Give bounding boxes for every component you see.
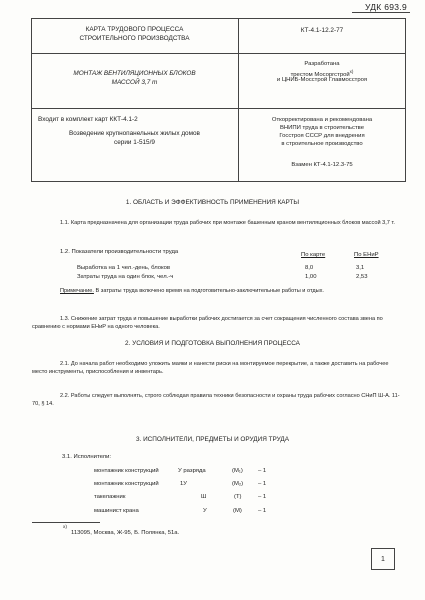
section1-p1: 1.1. Карта предназначена для организации труда рабочих при монтаже башенным краном вентиляционных блоков массой 3,7 т. [60, 220, 395, 226]
section1-note [32, 287, 402, 295]
worker3-grade: Ш [201, 494, 207, 500]
row2-label: Затраты труда на один блок, чел.-ч [77, 274, 174, 280]
udk-underline [352, 12, 410, 13]
set-note-line1: Возведение крупнопанельных жилых домов [69, 130, 200, 137]
worker3-count: – 1 [258, 494, 267, 500]
worker4-role: машинист крана [94, 508, 139, 514]
page-number: 1 [381, 555, 385, 563]
footnote-text: 113095, Москва, Ж-95, Б. Полянка, 51а. [71, 530, 180, 536]
developer-line3: и ЦНИБ-Мосстрой Главмосстроя [276, 77, 368, 83]
worker3-role: такелажник [94, 494, 126, 500]
row2-norm: 2,53 [356, 274, 368, 280]
worker1-role: монтажник конструкций [94, 468, 159, 474]
footnote-ref: x) [349, 69, 354, 74]
header-divider-1 [31, 53, 405, 54]
worker4-count: – 1 [258, 508, 267, 514]
subject-line1: МОНТАЖ ВЕНТИЛЯЦИОННЫХ БЛОКОВ [73, 70, 196, 77]
developer-line1: Разработана [304, 61, 340, 67]
col-header-norm: По ЕНиР [354, 252, 379, 258]
section3-title: 3. ИСПОЛНИТЕЛИ, ПРЕДМЕТЫ И ОРУДИЯ ТРУДА [135, 436, 289, 443]
set-note-line2: серии 1-515/9 [114, 139, 155, 146]
note-label: Примечание. [60, 288, 94, 294]
header-divider-2 [31, 108, 405, 109]
row1-norm: 3,1 [356, 265, 365, 271]
subject-line2: МАССОЙ 3,7 т [111, 79, 158, 86]
section3-p1: 3.1. Исполнители: [62, 454, 112, 460]
section2-p1: 2.1. До начала работ необходимо уложить маяки и нанести риски на монтируемое перекрытие, а также доставить на рабочее место инструменты, приспособления и инвентарь. [32, 361, 389, 376]
note-text: В затраты труда включено время на подготовительно-заключительные работы и отдых. [95, 288, 324, 294]
header-divider-vertical [238, 18, 239, 181]
replaces-line: Взамен КТ-4.1-12.3-75 [291, 162, 353, 168]
worker2-grade: 1У [180, 481, 188, 487]
productivity-label: 1.2. Показатели производительности труда [60, 249, 179, 255]
worker1-code: (М₁) [232, 468, 243, 474]
approved-line1: Откорректирована и рекомендована [271, 117, 373, 123]
approved-line2: ВНИПИ труда в строительстве [280, 125, 364, 131]
page-number-box [371, 548, 395, 570]
worker4-grade: У [203, 508, 207, 514]
udk-code: УДК 693.9 [364, 2, 407, 12]
footnote-mark: x) [63, 525, 67, 530]
card-type-line1: КАРТА ТРУДОВОГО ПРОЦЕССА [85, 26, 184, 33]
developer-line2: трестом Мосоргстрой$^{x)}$ [290, 69, 354, 78]
row1-card: 8,0 [305, 265, 314, 271]
col-header-card: По карте [301, 252, 326, 258]
row1-label: Выработка на 1 чел.-день, блоков [77, 265, 171, 271]
worker1-grade: У разряда [178, 468, 206, 474]
card-number: КТ-4.1-12.2-77 [300, 27, 344, 34]
set-line: Входит в комплект карт ККТ-4.1-2 [38, 116, 138, 123]
section1-p3: 1.3. Снижение затрат труда и повышение выработки рабочих достигается за счет сокращения численного состава звена по сравнению с нормами ЕНиР на одного человека. [32, 316, 383, 331]
worker2-role: монтажник конструкций [94, 481, 159, 487]
approved-line4: в строительное производство [281, 141, 363, 147]
worker2-count: – 1 [258, 481, 267, 487]
approved-line3: Госстроя СССР для внедрения [279, 133, 365, 139]
section2-title: 2. УСЛОВИЯ И ПОДГОТОВКА ВЫПОЛНЕНИЯ ПРОЦЕССА [125, 340, 300, 347]
worker1-count: – 1 [258, 468, 267, 474]
worker3-code: (Т) [234, 494, 242, 500]
footnote-rule [32, 522, 100, 523]
worker2-code: (М₂) [232, 481, 244, 487]
row2-card: 1,00 [305, 274, 317, 280]
section1-title: 1. ОБЛАСТЬ И ЭФФЕКТИВНОСТЬ ПРИМЕНЕНИЯ КАРТЫ [125, 199, 300, 206]
card-type-line2: СТРОИТЕЛЬНОГО ПРОИЗВОДСТВА [79, 35, 190, 42]
section2-p2: 2.2. Работы следует выполнять, строго соблюдая правила техники безопасности и охраны труда рабочих согласно СНиП Ш-А. 11-70, § 14. [32, 393, 400, 408]
worker4-code: (М) [233, 508, 242, 514]
